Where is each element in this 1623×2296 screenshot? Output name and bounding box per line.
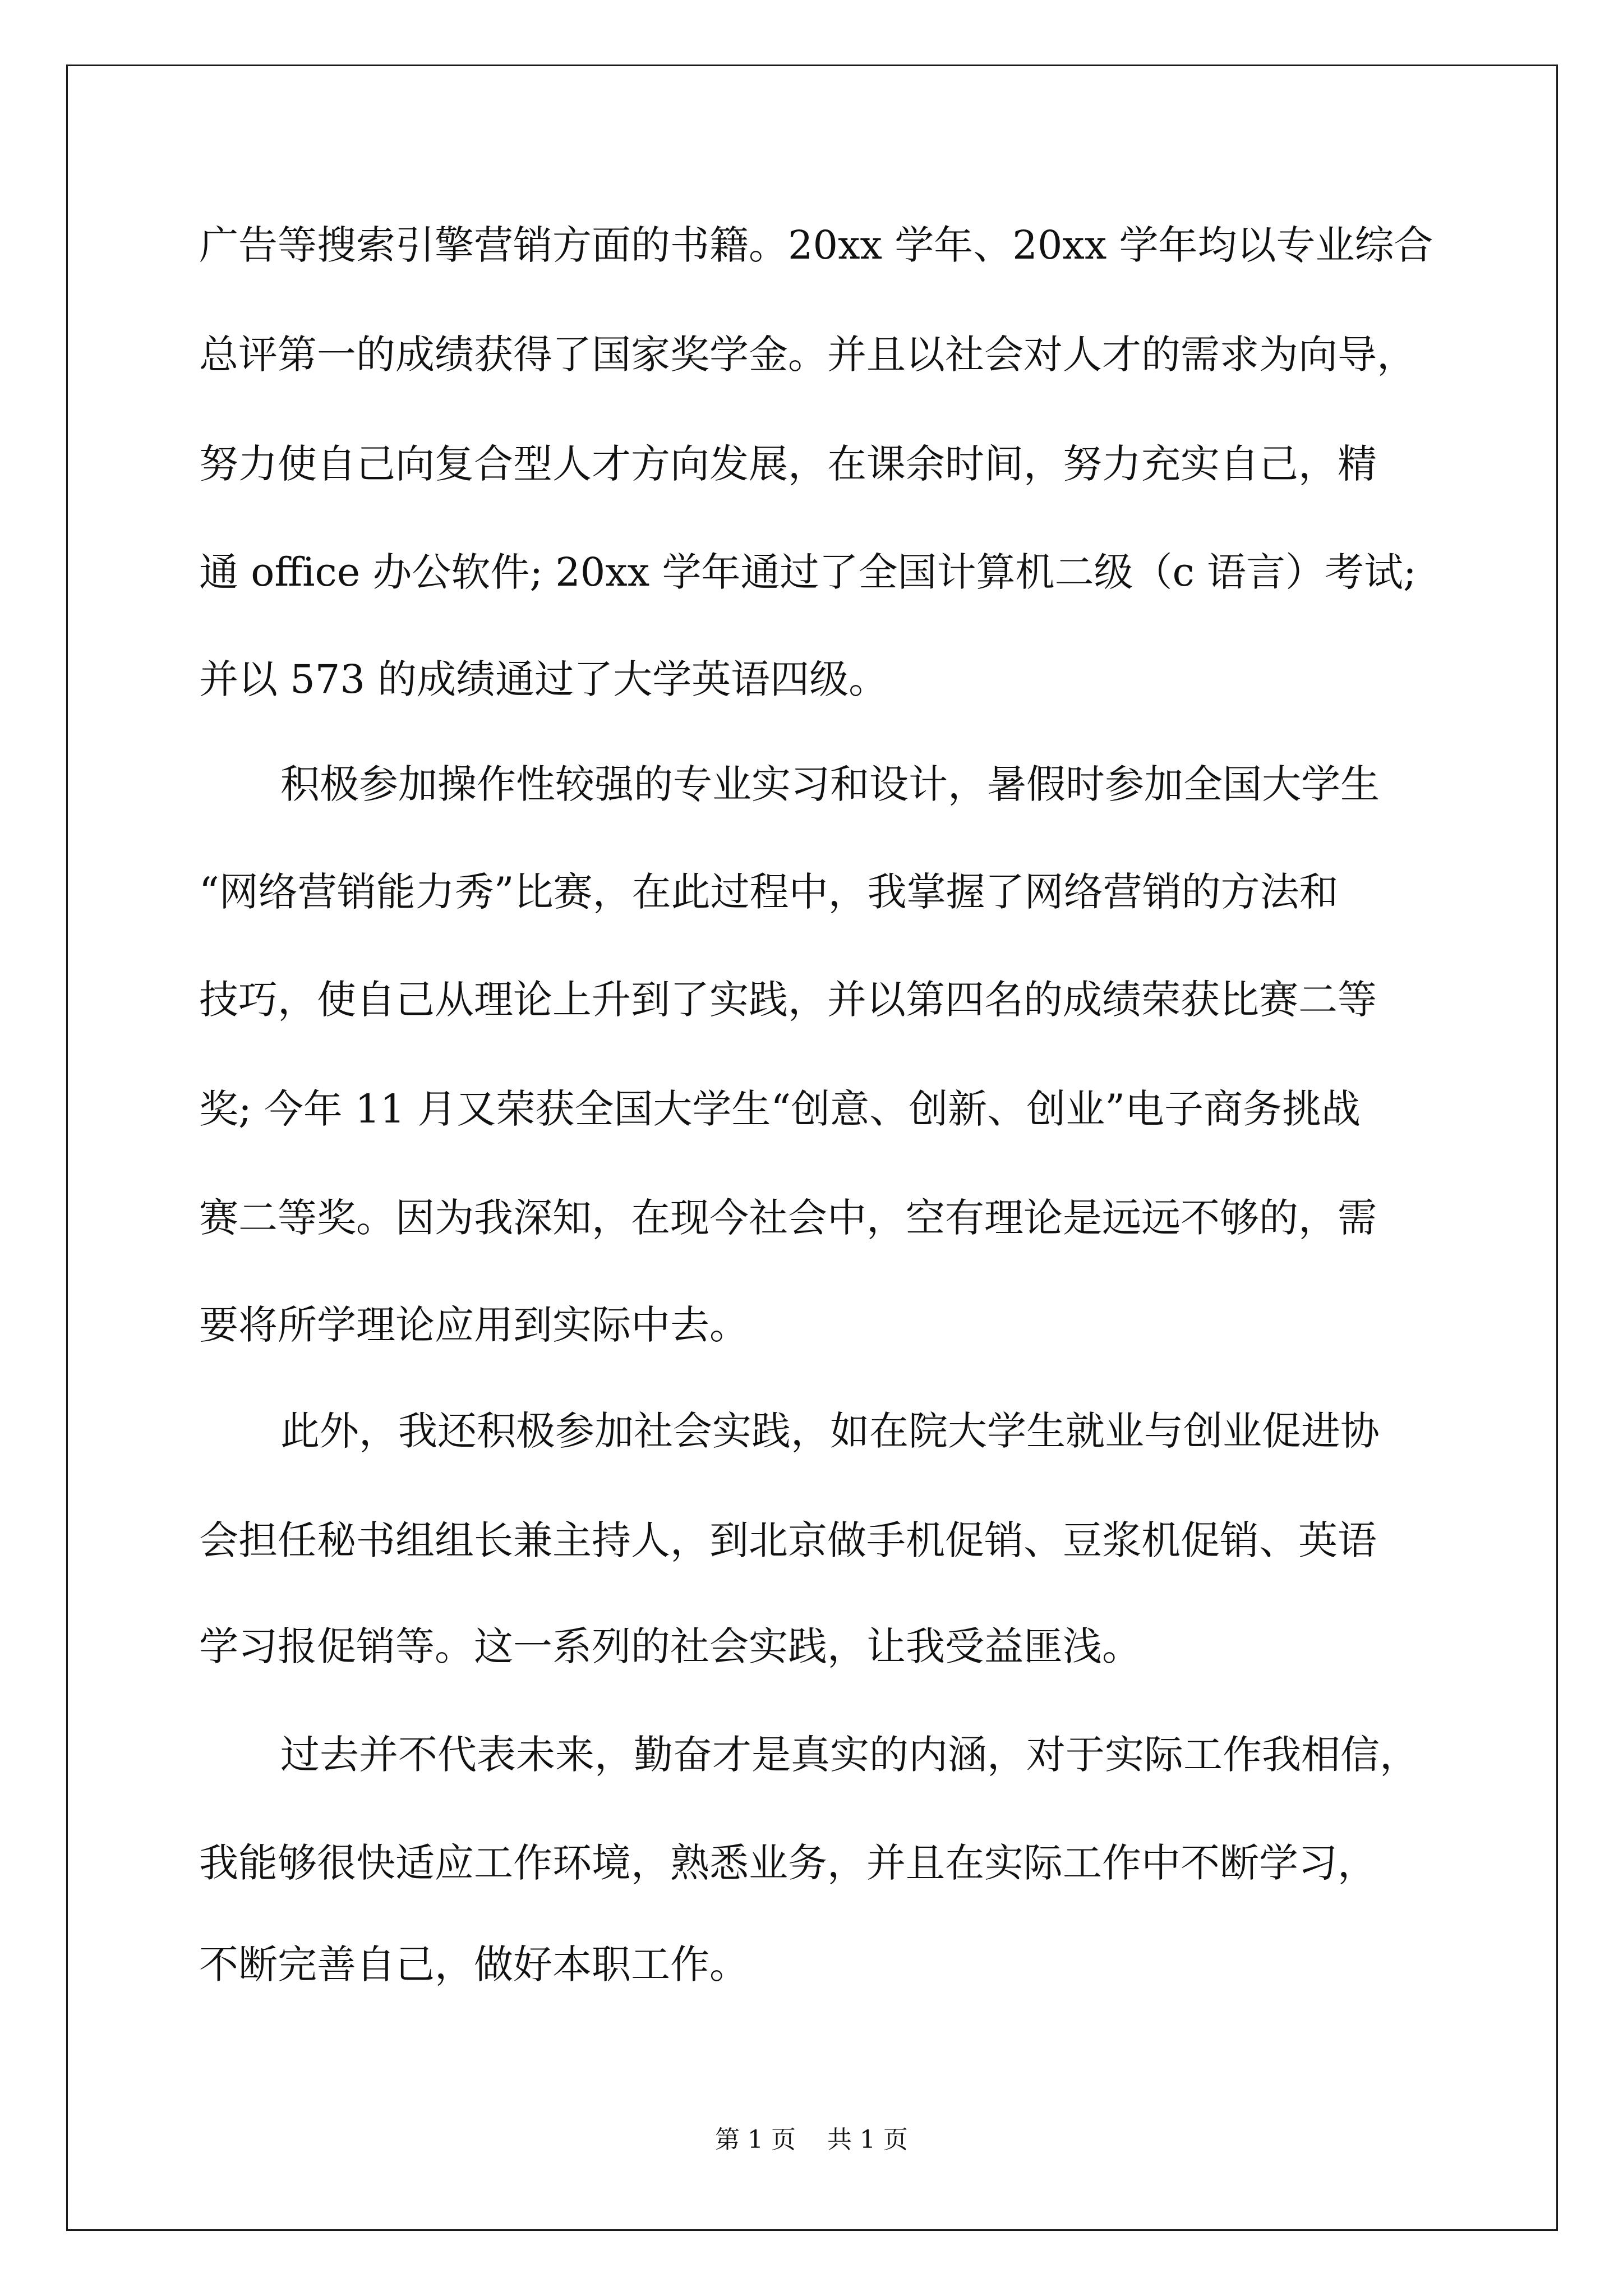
paragraph-4-line-3: 不断完善自己，做好本职工作。	[199, 1941, 749, 1987]
paragraph-2-line-6: 要将所学理论应用到实际中去。	[199, 1302, 749, 1348]
paragraph-2-line-1: 积极参加操作性较强的专业实习和设计，暑假时参加全国大学生	[280, 761, 1380, 807]
paragraph-3-line-3: 学习报促销等。这一系列的社会实践，让我受益匪浅。	[199, 1623, 1141, 1669]
paragraph-1-line-5: 并以 573 的成绩通过了大学英语四级。	[199, 656, 888, 702]
page-border	[66, 65, 1558, 2231]
paragraph-2-line-4: 奖; 今年 11 月又荣获全国大学生“创意、创新、创业”电子商务挑战	[199, 1086, 1361, 1132]
paragraph-1-line-3: 努力使自己向复合型人才方向发展，在课余时间，努力充实自己，精	[199, 441, 1377, 487]
paragraph-1-line-4: 通 office 办公软件; 20xx 学年通过了全国计算机二级（c 语言）考试;	[199, 549, 1417, 595]
paragraph-4-line-2: 我能够很快适应工作环境，熟悉业务，并且在实际工作中不断学习，	[199, 1840, 1377, 1886]
paragraph-2-line-3: 技巧，使自己从理论上升到了实践，并以第四名的成绩荣获比赛二等	[199, 977, 1377, 1023]
paragraph-1-line-1: 广告等搜索引擎营销方面的书籍。20xx 学年、20xx 学年均以专业综合	[199, 222, 1433, 268]
paragraph-2-line-2: “网络营销能力秀”比赛，在此过程中，我掌握了网络营销的方法和	[199, 869, 1339, 915]
page-number-footer: 第 1 页 共 1 页	[715, 2125, 908, 2154]
paragraph-4-line-1: 过去并不代表未来，勤奋才是真实的内涵，对于实际工作我相信，	[280, 1732, 1419, 1778]
paragraph-3-line-1: 此外，我还积极参加社会实践，如在院大学生就业与创业促进协	[280, 1408, 1380, 1454]
paragraph-1-line-2: 总评第一的成绩获得了国家奖学金。并且以社会对人才的需求为向导，	[199, 332, 1416, 378]
paragraph-2-line-5: 赛二等奖。因为我深知，在现今社会中，空有理论是远远不够的，需	[199, 1195, 1377, 1241]
paragraph-3-line-2: 会担任秘书组组长兼主持人，到北京做手机促销、豆浆机促销、英语	[199, 1517, 1377, 1563]
